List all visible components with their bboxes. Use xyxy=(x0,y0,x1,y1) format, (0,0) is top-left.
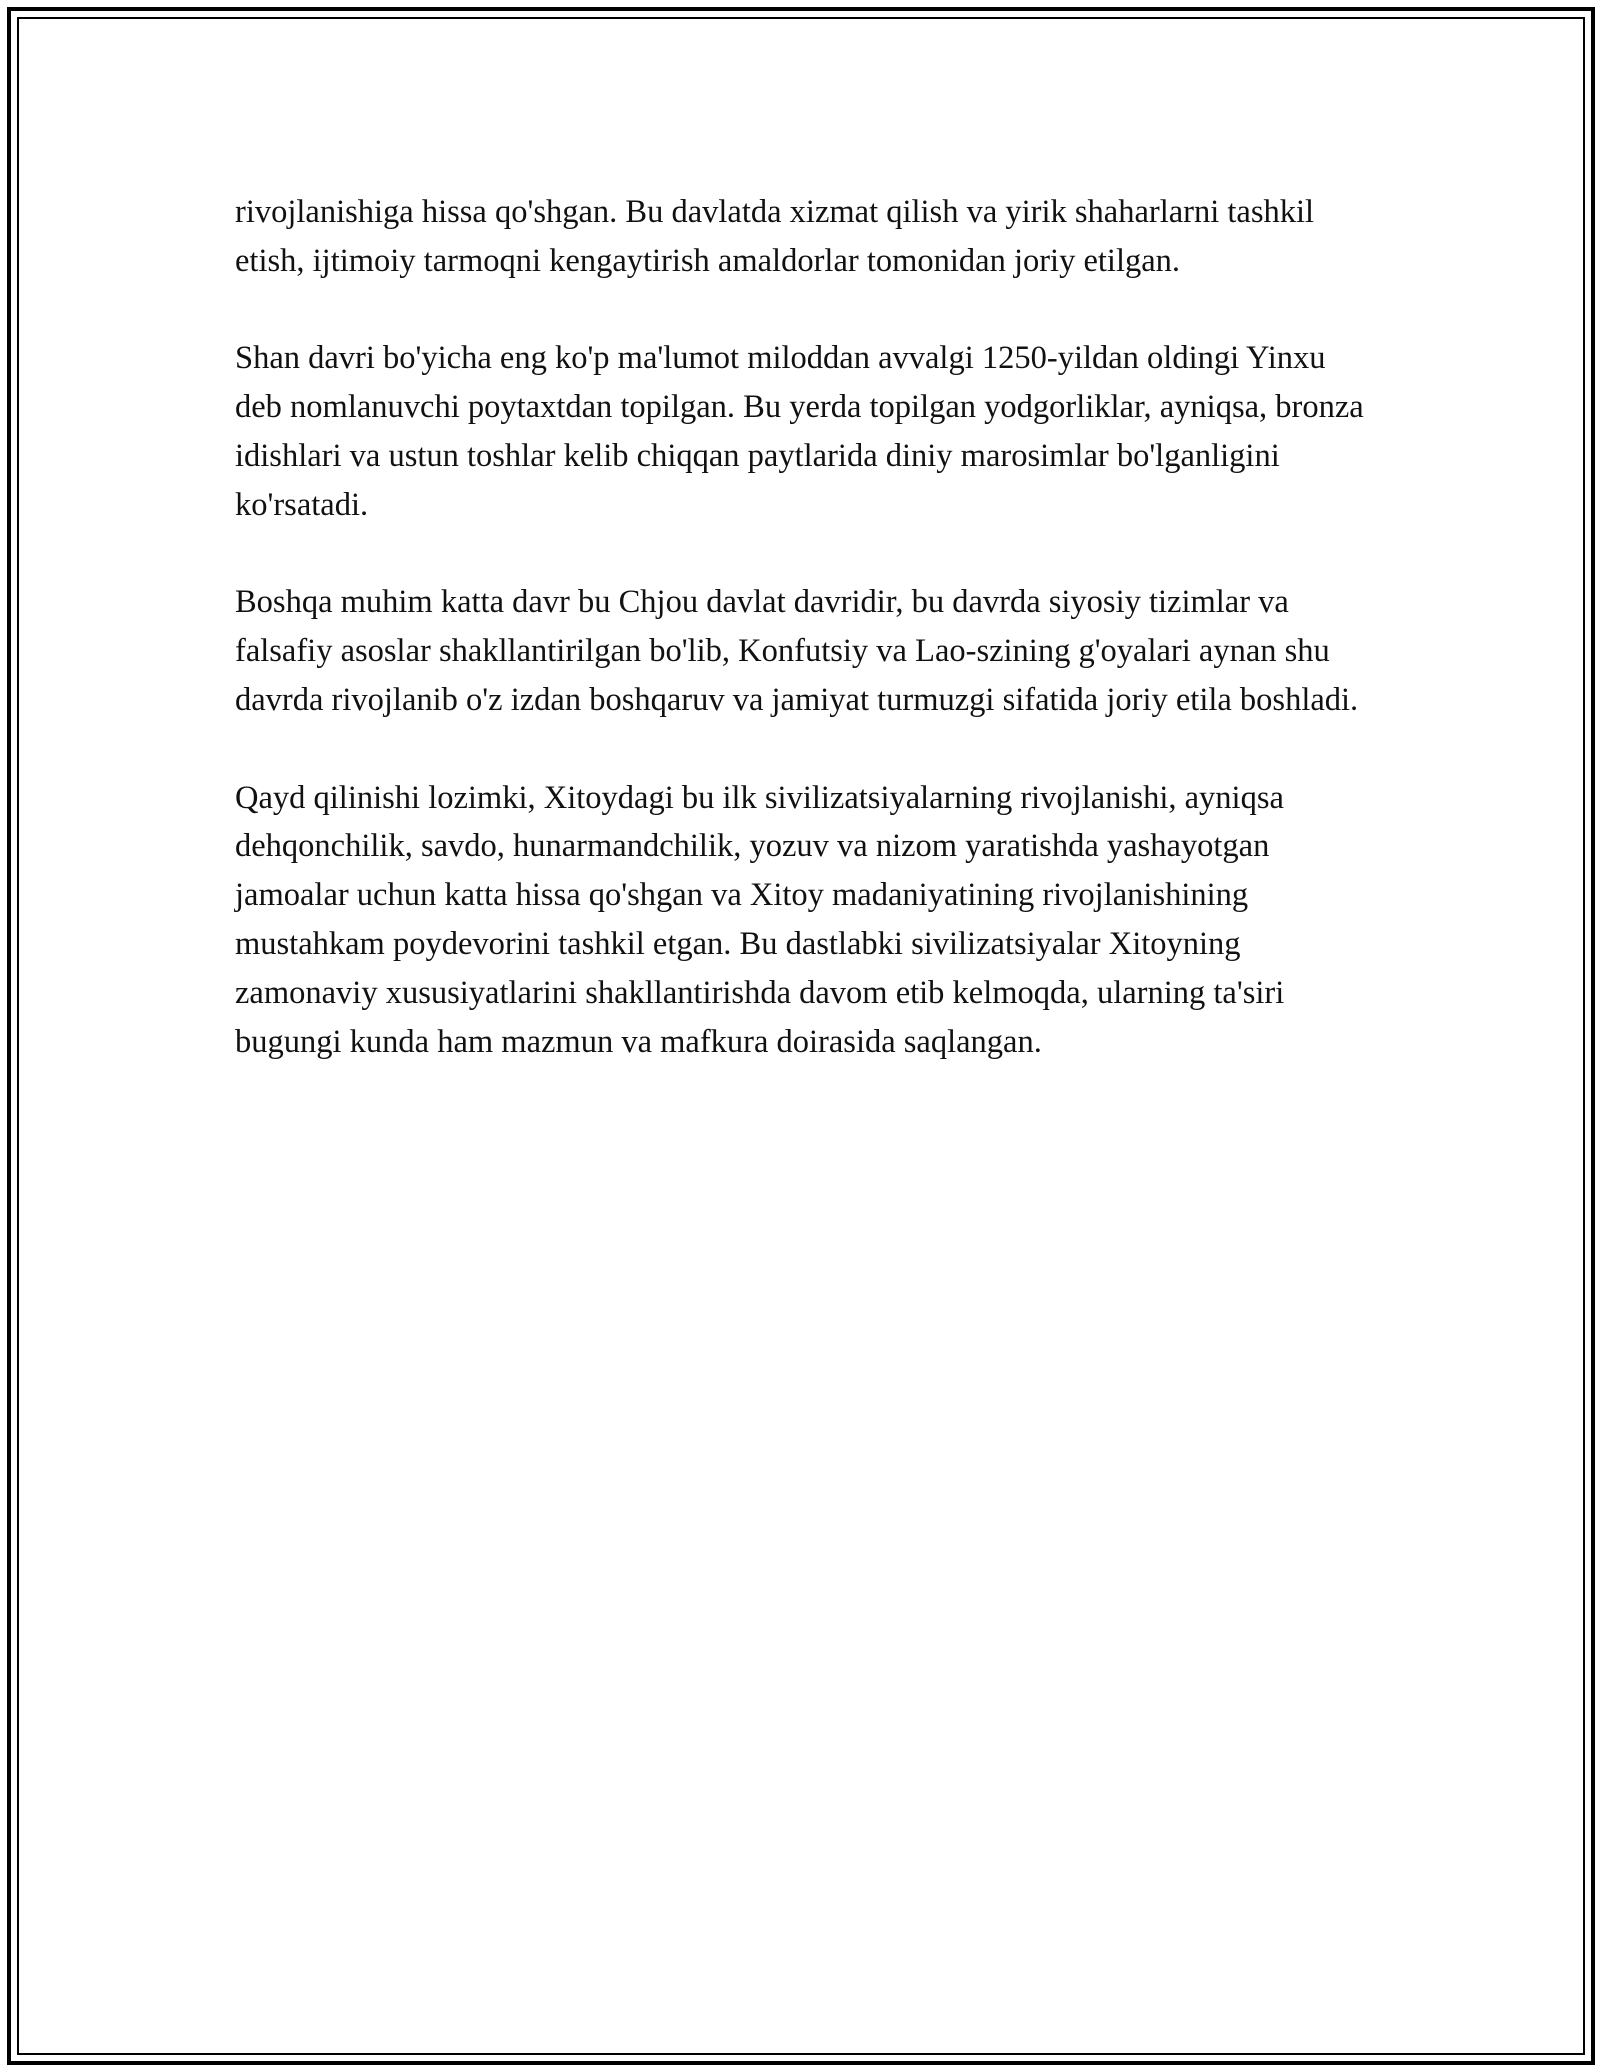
paragraph-3: Boshqa muhim katta davr bu Chjou davlat davridir, bu davrda siyosiy tizimlar va falsafiy asoslar shakllantirilgan bo'lib, Konfutsiy va Lao-szining g'oyalari aynan shu davrda rivojlanib o'z izdan boshqaruv va jamiyat turmuzgi sifatida joriy etila boshladi. xyxy=(235,584,1359,718)
paragraph-1: rivojlanishiga hissa qo'shgan. Bu davlatda xizmat qilish va yirik shaharlarni tashkil etish, ijtimoiy tarmoqni kengaytirish amaldorlar tomonidan joriy etilgan. xyxy=(235,194,1315,279)
paragraph-4: Qayd qilinishi lozimki, Xitoydagi bu ilk sivilizatsiyalarning rivojlanishi, ayniqsa dehqonchilik, savdo, hunarmandchilik, yozuv va nizom yaratishda yashayotgan jamoalar uchun katta hissa qo'shgan va Xitoy madaniyatining rivojlanishining mustahkam poydevorini tashkil etgan. Bu dastlabki sivilizatsiyalar Xitoyning zamonaviy xususiyatlarini shakllantirishda davom etib kelmoqda, ularning ta'siri bugungi kunda ham mazmun va mafkura doirasida saqlangan. xyxy=(235,779,1285,1060)
document-body xyxy=(235,188,1365,1115)
paragraph-2: Shan davri bo'yicha eng ko'p ma'lumot miloddan avvalgi 1250-yildan oldingi Yinxu deb nomlanuvchi poytaxtdan topilgan. Bu yerda topilgan yodgorliklar, ayniqsa, bronza idishlari va ustun toshlar kelib chiqqan paytlarida diniy marosimlar bo'lganligini ko'rsatadi. xyxy=(235,340,1364,523)
